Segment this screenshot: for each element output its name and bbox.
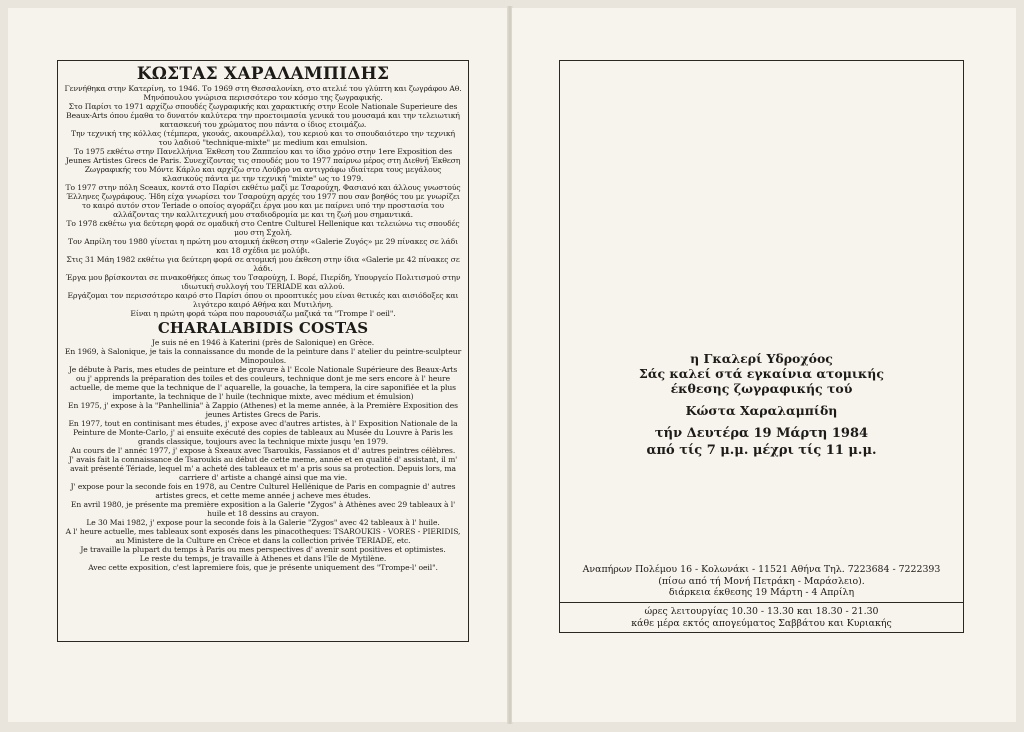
biography-column [64,65,462,572]
gallery-address [560,564,963,599]
french-bio-paragraph: En 1975, j' expose à la "Panhellinia" à Zappio (Athenes) et la meme année, à la Première Exposition des jeunes Artistes Grecs de Paris. [68,401,458,419]
divider-line [560,602,963,603]
greek-bio-paragraph: Το 1978 εκθέτω για δεύτερη φορά σε ομαδική στο Centre Culturel Hellenique και τελειώνω τις σπουδές μου στη Σχολή. [66,219,460,237]
french-bio-paragraph: Le 30 Mai 1982, j' expose pour la seconde fois à la Galerie "Zygos" avec 42 tableaux à l' huile. [86,518,440,527]
french-bio-paragraph: J' expose pour la seconde fois en 1978, au Centre Culturel Hellénique de Paris en compagnie d' autres artistes grecs, et cette meme année j acheve mes études. [70,482,456,500]
opening-hours [560,606,963,629]
french-bio-paragraph: J' avais fait la connaissance de Tsaroukis au début de cette meme, année et en qualité d' assistant, il m' avait présenté Tériade, lequel m' a acheté des tableaux et m' a pris sous sa protection. Depuis lors, ma carriere d' artiste a changé ainsi que ma vie. [68,455,458,482]
greek-bio-paragraph: Εργάζομαι τον περισσότερο καιρό στο Παρίσι όπου οι προοπτικές μου είναι θετικές και αισιόδοξες και λιγότερο καιρό Αθήνα και Μυτιλήνη. [67,291,459,309]
greek-bio-paragraph: Το 1975 εκθέτω στην Πανελλήνια Έκθεση του Ζαππείου και το ίδιο χρόνο στην 1ere Exposition des Jeunes Artistes Grecs de Paris. Συνεχίζοντας τις σπουδές μου το 1977 παίρνω μέρος στη Διεθνή Έκθεση Ζωγραφικής του Μόντε Κάρλο και αρχίζω στο Λούβρο να αντιγράφω ιδιαίτερα τους μεγάλους κλασικούς πάντα με την τεχνική "mixte" ως το 1979. [65,147,461,183]
invitation-text [560,351,963,459]
french-bio-paragraph: Au cours de l' annéc 1977, j' expose à Sxeaux avec Tsaroukis, Fassianos et d' autres peintres célèbres. [70,446,456,455]
greek-bio-paragraph: Έργα μου βρίσκονται σε πινακοθήκες όπως του Τσαρούχη, Ι. Βορέ, Πιερίδη, Υπουργείο Πολιτισμού στην ιδιωτική συλλογή του TERIADE και αλλού. [65,273,461,291]
opening-time: από τίς 7 μ.μ. μέχρι τίς 11 μ.μ. [646,443,877,458]
right-page [512,8,1016,722]
french-bio-paragraph: En avril 1980, je présente ma première exposition a la Galerie "Zygos" à Athènes avec 29 tableaux à l' huile et 18 dessins au crayon. [70,500,456,518]
artist-name: Κώστα Χαραλαμπίδη [685,403,838,418]
greek-bio-paragraph: Στις 31 Μάη 1982 εκθέτω για δεύτερη φορά σε ατομική μου έκθεση στην ίδια «Galerie με 42 πίνακες σε λάδι. [66,255,460,273]
exhibition-duration: διάρκεια έκθεσης 19 Μάρτη - 4 Απρίλη [668,587,855,598]
french-bio-paragraph: Je travaille la plupart du temps à Paris ou mes perspectives d' avenir sont positives et optimistes. [80,545,446,554]
left-page [8,8,508,722]
biography-frame [57,60,469,642]
greek-bio-paragraph: Είναι η πρώτη φορά τώρα που παρουσιάζω μαζικά τα "Trompe l' oeil". [130,309,396,318]
opening-date: τήν Δευτέρα 19 Μάρτη 1984 [654,426,869,441]
greek-bio-paragraph: Τον Απρίλη του 1980 γίνεται η πρώτη μου ατομική έκθεση στην «Galerie Zυγός» με 29 πίνακες σε λάδι και 18 σχέδια με μολύβι. [67,237,458,255]
hours-line: ώρες λειτουργίας 10.30 - 13.30 και 18.30 - 21.30 [644,606,879,617]
french-bio-paragraph: En 1969, à Salonique, je tais la connaissance du monde de la peinture dans l' atelier du peintre-sculpteur Minopoulos. [64,347,462,365]
french-bio-paragraph: Je débute à Paris, mes etudes de peinture et de gravure à l' Ecole Nationale Supérieure des Beaux-Arts ou j' apprends la préparation des toiles et des couleurs, technique dont je me sers encore à l' heure actuelle, de meme que la technique de l' aquarelle, la gouache, la tempera, la cire saponifiée et la plus importante, la technique de l' huile (technique mixte, avec médium et émulsion) [68,365,458,401]
french-bio-paragraph: Le reste du temps, je travaille à Athenes et dans l'île de Mytilène. [139,554,387,563]
invitation-line: έκθεσης ζωγραφικής τού [670,381,853,396]
gallery-line: η Γκαλερί Υδροχόος [690,351,833,366]
hours-note: κάθε μέρα εκτός απογεύματος Σαββάτου και Κυριακής [631,617,892,629]
french-artist-name: CHARALABIDIS COSTAS [157,319,369,337]
greek-bio-paragraph: Στο Παρίσι το 1971 αρχίζω σπουδές ζωγραφικής και χαρακτικής στην Ecole Nationale Superieure des Beaux-Arts όπου έμαθα το δυνατόν καλύτερα την προετοιμασία γενικά του μουσαμά και την τελειωτική κατασκευή του χρώματος που πάντα ο ίδιος ετοιμάζω. [66,102,460,129]
greek-bio-paragraph: Την τεχνική της κόλλας (τέμπερα, γκουάς, ακουαρέλλα), του κεριού και το σπουδαιότερο την τεχνική του λαδιού "technique-mixte" με medium και emulsion. [70,129,455,147]
greek-bio-paragraph: Γεννήθηκα στην Κατερίνη, το 1946. Το 1969 στη Θεσσαλονίκη, στο ατελιέ του γλύπτη και ζωγράφου Αθ. Μηνόπουλου γνώρισα περισσότερο τον κόσμο της ζωγραφικής. [64,84,462,102]
greek-bio-paragraph: Το 1977 στην πόλη Sceaux, κοντά στο Παρίσι εκθέτω μαζί με Τσαρούχη, Φασιανό και άλλους γνωστούς Έλληνες ζωγράφους. Ήδη είχα γνωρίσει τον Τσαρούχη αρχές του 1977 που σαν βοηθός του με γνωρίζει το καιρό αυτόν στον Teriade ο οποίος αγοράζει έργα μου και με παίρνει υπό την προστασία του αλλάζοντας την καλλιτεχνική μου σταδιοδρομία με και τη ζωή μου σημαντικά. [65,183,461,219]
french-bio-paragraph: A l' heure actuelle, mes tableaux sont exposés dans les pinacotheques: TSAROUKIS - VORES - PIERIDIS, au Ministere de la Culture en Crèce et dans la collection privée TERIADE, etc. [65,527,461,545]
invitation-line: Σάς καλεί στά εγκαίνια ατομικής [639,366,884,381]
french-bio-paragraph: Je suis né en 1946 à Katerini (près de Salonique) en Grèce. [151,338,375,347]
spacer [560,418,963,425]
greek-artist-name: ΚΩΣΤΑΣ ΧΑΡΑΛΑΜΠΙΔΗΣ [136,64,390,84]
french-bio-paragraph: Avec cette exposition, c'est lapremiere fois, que je présente uniquement des "Trompe-l' oeil". [88,563,438,572]
address-line: Αναπήρων Πολέμου 16 - Κολωνάκι - 11521 Αθήνα Τηλ. 7223684 - 7222393 [582,564,941,575]
address-note: (πίσω από τή Μονή Πετράκη - Μαράσλειο). [658,575,865,587]
invitation-frame [559,60,964,633]
french-bio-paragraph: En 1977, tout en continisant mes études, j' expose avec d'autres artistes, à l' Exposition Nationale de la Peinture de Monte-Carlo, j' ai ensuite exécuté des copies de tableaux au Musée du Louvre à Paris les grands classique, toujours avec la technique mixte jusqu 'en 1979. [68,419,458,446]
spacer [560,396,963,403]
